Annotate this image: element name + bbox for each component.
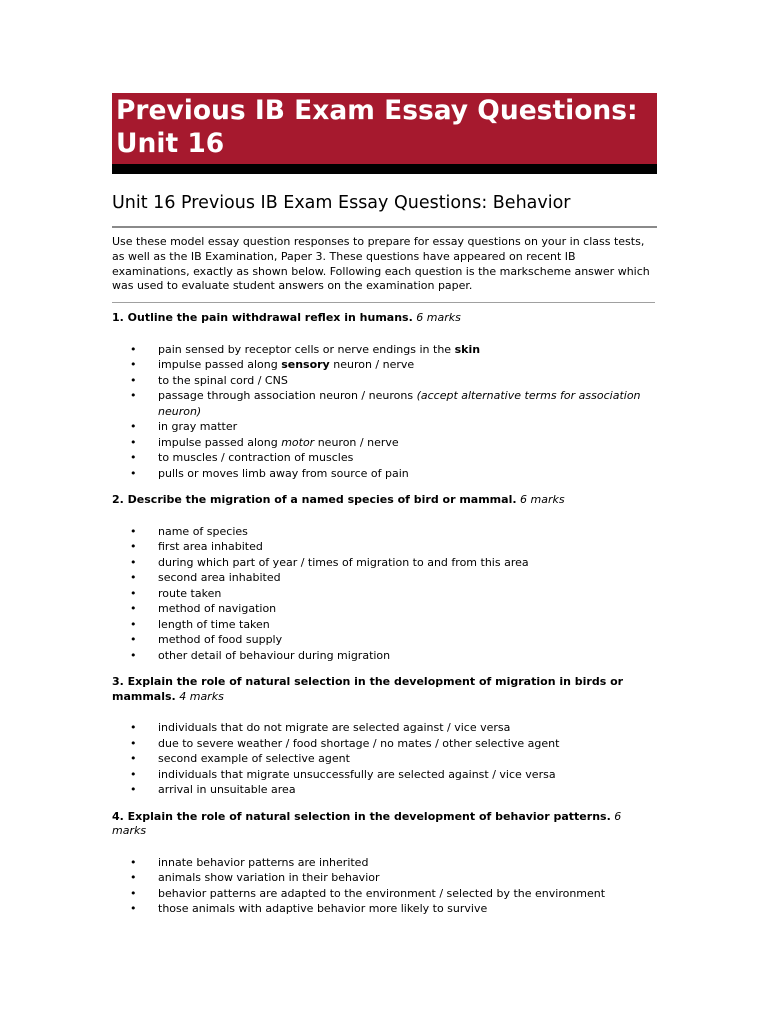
- answer-item: [112, 855, 657, 871]
- question-text: 1. Outline the pain withdrawal reflex in humans.: [112, 311, 413, 325]
- question-block: [112, 493, 657, 663]
- answer-item: [112, 870, 657, 886]
- answer-text: second area inhabited: [158, 571, 281, 585]
- page-title-line-2: Unit 16: [116, 128, 225, 159]
- question-block: [112, 311, 657, 481]
- answer-list: [112, 720, 657, 798]
- page-subtitle: Unit 16 Previous IB Exam Essay Questions: Behavior: [112, 192, 657, 228]
- answer-text-tail: neuron / nerve: [314, 435, 399, 449]
- answer-list: [112, 524, 657, 664]
- answer-emphasis-italic: motor: [281, 435, 315, 449]
- answer-text: method of navigation: [158, 602, 277, 616]
- answer-text: in gray matter: [158, 420, 238, 434]
- answer-item: [112, 736, 657, 752]
- answer-text: other detail of behaviour during migration: [158, 648, 391, 662]
- answer-item: [112, 751, 657, 767]
- question-block: [112, 675, 657, 798]
- answer-item: [112, 539, 657, 555]
- answer-text: innate behavior patterns are inherited: [158, 855, 369, 869]
- answer-item: [112, 524, 657, 540]
- answer-text: length of time taken: [158, 617, 270, 631]
- answer-text: individuals that migrate unsuccessfully are selected against / vice versa: [158, 767, 556, 781]
- answer-item: [112, 782, 657, 798]
- answer-item: [112, 720, 657, 736]
- question-marks: 6 marks: [412, 311, 461, 325]
- question-text: 4. Explain the role of natural selection in the development of behavior patterns.: [112, 809, 611, 823]
- question-prompt: [112, 493, 657, 508]
- answer-text: to muscles / contraction of muscles: [158, 451, 354, 465]
- answer-emphasis-bold: sensory: [281, 358, 330, 372]
- answer-text: due to severe weather / food shortage / no mates / other selective agent: [158, 736, 560, 750]
- answer-item: [112, 373, 657, 389]
- answer-item: [112, 901, 657, 917]
- answer-text: individuals that do not migrate are selected against / vice versa: [158, 721, 511, 735]
- answer-text: method of food supply: [158, 633, 283, 647]
- question-marks: 6 marks: [112, 809, 622, 838]
- answer-item: [112, 767, 657, 783]
- answer-text: first area inhabited: [158, 540, 263, 554]
- question-block: [112, 810, 657, 917]
- question-marks: 4 marks: [175, 689, 224, 703]
- answer-item: [112, 617, 657, 633]
- answer-emphasis-italic: (accept alternative terms for association neuron): [158, 389, 641, 418]
- answer-item: [112, 648, 657, 664]
- answer-list: [112, 342, 657, 482]
- question-text: 2. Describe the migration of a named species of bird or mammal.: [112, 493, 517, 507]
- question-prompt: [112, 675, 657, 704]
- answer-text: arrival in unsuitable area: [158, 783, 296, 797]
- page-title-line-1: Previous IB Exam Essay Questions:: [116, 95, 638, 126]
- answer-list: [112, 855, 657, 917]
- answer-text: animals show variation in their behavior: [158, 871, 380, 885]
- answer-item: [112, 435, 657, 451]
- answer-item: [112, 388, 657, 419]
- answer-text: pulls or moves limb away from source of pain: [158, 466, 409, 480]
- title-banner: [112, 93, 657, 174]
- answer-item: [112, 419, 657, 435]
- answer-item: [112, 570, 657, 586]
- questions-list: [112, 311, 657, 917]
- answer-text-tail: neuron / nerve: [329, 358, 415, 372]
- answer-text: impulse passed along: [158, 435, 282, 449]
- answer-text: name of species: [158, 524, 248, 538]
- answer-item: [112, 342, 657, 358]
- answer-item: [112, 601, 657, 617]
- answer-text: those animals with adaptive behavior more likely to survive: [158, 902, 488, 916]
- question-marks: 6 marks: [516, 493, 565, 507]
- answer-item: [112, 450, 657, 466]
- answer-item: [112, 555, 657, 571]
- answer-text: during which part of year / times of migration to and from this area: [158, 555, 529, 569]
- answer-item: [112, 632, 657, 648]
- answer-text: route taken: [158, 586, 222, 600]
- intro-paragraph: Use these model essay question responses to prepare for essay questions on your in class tests, as well as the IB Examination, Paper 3. These questions have appeared on recent IB examinations, exactly as shown below. Following each question is the markscheme answer which was used to evaluate student answers on the examination paper.: [112, 235, 655, 303]
- answer-text: impulse passed along: [158, 358, 282, 372]
- answer-item: [112, 466, 657, 482]
- document-page: [112, 93, 657, 917]
- answer-text: passage through association neuron / neurons: [158, 389, 417, 403]
- question-prompt: [112, 311, 657, 326]
- answer-item: [112, 357, 657, 373]
- answer-item: [112, 886, 657, 902]
- question-prompt: [112, 810, 657, 839]
- answer-item: [112, 586, 657, 602]
- answer-emphasis-bold: skin: [454, 342, 481, 356]
- answer-text: second example of selective agent: [158, 752, 350, 766]
- answer-text: pain sensed by receptor cells or nerve endings in the: [158, 342, 455, 356]
- answer-text: behavior patterns are adapted to the environment / selected by the environment: [158, 886, 606, 900]
- answer-text: to the spinal cord / CNS: [158, 373, 288, 387]
- question-text: 3. Explain the role of natural selection in the development of migration in birds or mammals.: [112, 675, 624, 703]
